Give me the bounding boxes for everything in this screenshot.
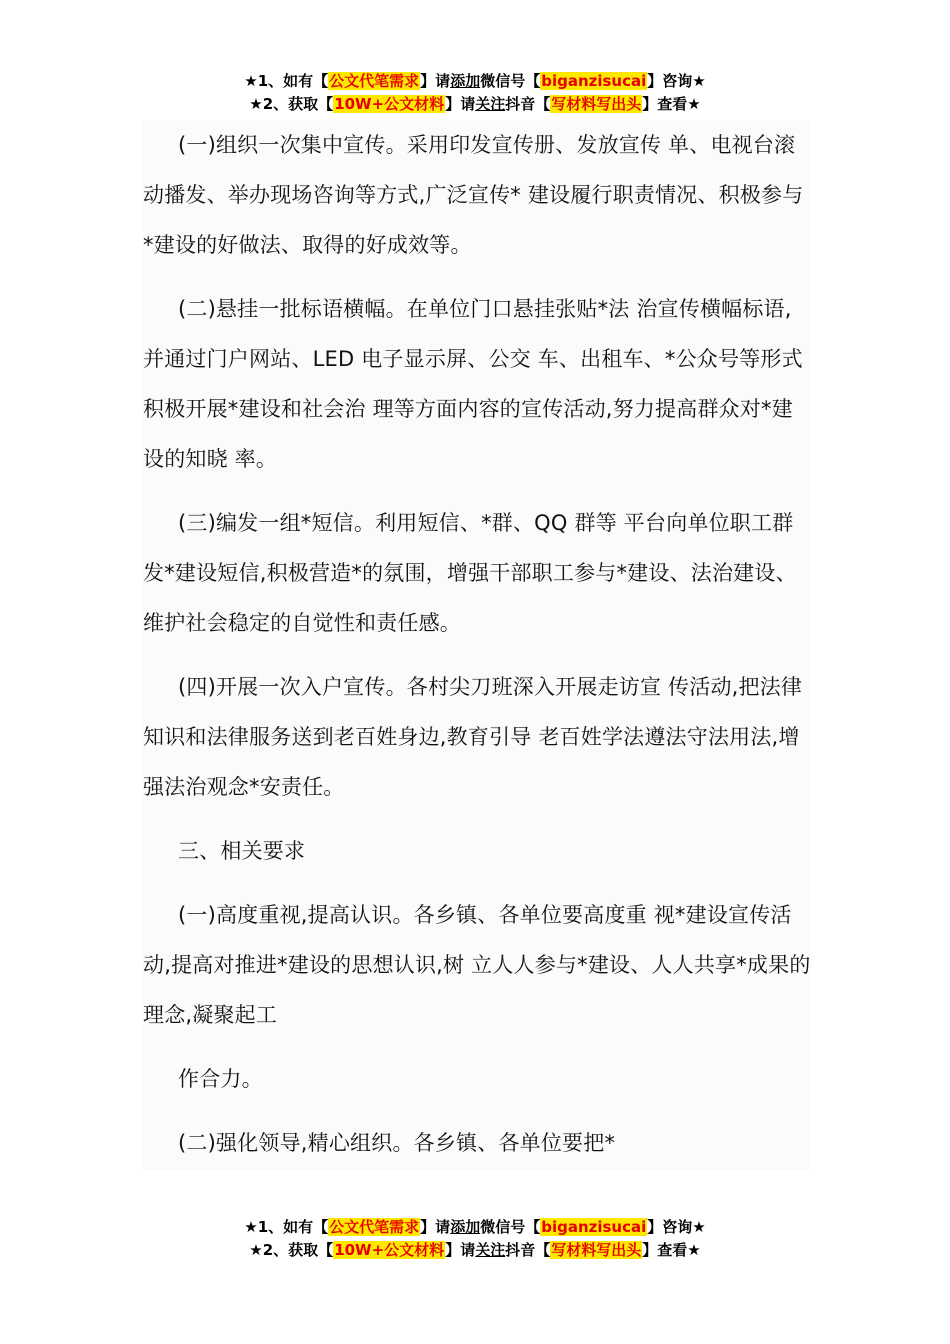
banner-text: 微信号【 bbox=[480, 72, 541, 90]
top-banner bbox=[0, 70, 950, 116]
banner-text: 关注 bbox=[475, 1241, 506, 1259]
banner-highlight: 公文代笔需求 bbox=[329, 1218, 420, 1236]
banner-highlight: 公文代笔需求 bbox=[329, 72, 420, 90]
banner-text: 】咨询★ bbox=[647, 1218, 706, 1236]
paragraph-6: 作合力。 bbox=[178, 1067, 263, 1091]
banner-highlight: 10W+公文材料 bbox=[334, 1241, 445, 1259]
banner-line-2 bbox=[0, 93, 950, 116]
banner-text: 添加 bbox=[450, 1218, 481, 1236]
paragraph-5: (一)高度重视,提高认识。各乡镇、各单位要高度重 视*建设宣传活动,提高对推进*建设的思想认识,树 立人人参与*建设、人人共享*成果的理念,凝聚起工 bbox=[143, 903, 811, 1027]
banner-line-1 bbox=[0, 1216, 950, 1239]
document-body bbox=[143, 120, 811, 1170]
paragraph-1: (一)组织一次集中宣传。采用印发宣传册、发放宣传 单、电视台滚动播发、举办现场咨询等方式,广泛宣传* 建设履行职责情况、积极参与*建设的好做法、取得的好成效等。 bbox=[143, 133, 804, 257]
section-heading: 三、相关要求 bbox=[178, 839, 306, 863]
banner-text: 】查看★ bbox=[642, 1241, 701, 1259]
banner-text: 抖音【 bbox=[505, 95, 551, 113]
banner-text: ★2、获取【 bbox=[249, 95, 334, 113]
banner-line-1 bbox=[0, 70, 950, 93]
paragraph-2: (二)悬挂一批标语横幅。在单位门口悬挂张贴*法 治宣传横幅标语,并通过门户网站、LED 电子显示屏、公交 车、出租车、*公众号等形式积极开展*建设和社会治 理等方面内容的宣传活动,努力提高群众对*建设的知晓 率。 bbox=[143, 297, 803, 471]
banner-text: 抖音【 bbox=[505, 1241, 551, 1259]
wechat-id: biganzisucai bbox=[541, 72, 647, 90]
banner-text: 微信号【 bbox=[480, 1218, 541, 1236]
douyin-account: 写材料写出头 bbox=[551, 95, 642, 113]
banner-text: ★1、如有【 bbox=[244, 72, 329, 90]
paragraph-7: (二)强化领导,精心组织。各乡镇、各单位要把* bbox=[178, 1131, 616, 1155]
banner-line-2 bbox=[0, 1239, 950, 1262]
paragraph-3: (三)编发一组*短信。利用短信、*群、QQ 群等 平台向单位职工群发*建设短信,积极营造*的氛围，增强干部职工参与*建设、法治建设、维护社会稳定的自觉性和责任感。 bbox=[143, 511, 797, 635]
banner-text: 】请 bbox=[445, 95, 476, 113]
banner-text: 】请 bbox=[420, 72, 451, 90]
douyin-account: 写材料写出头 bbox=[551, 1241, 642, 1259]
paragraph-stack bbox=[143, 120, 811, 1168]
banner-text: 】查看★ bbox=[642, 95, 701, 113]
bottom-banner bbox=[0, 1216, 950, 1262]
banner-highlight: 10W+公文材料 bbox=[334, 95, 445, 113]
banner-text: ★1、如有【 bbox=[244, 1218, 329, 1236]
banner-text: 】请 bbox=[445, 1241, 476, 1259]
wechat-id: biganzisucai bbox=[541, 1218, 647, 1236]
banner-text: 】咨询★ bbox=[647, 72, 706, 90]
banner-text: 添加 bbox=[450, 72, 481, 90]
banner-text: 关注 bbox=[475, 95, 506, 113]
paragraph-4: (四)开展一次入户宣传。各村尖刀班深入开展走访宣 传活动,把法律知识和法律服务送到老百姓身边,教育引导 老百姓学法遵法守法用法,增强法治观念*安责任。 bbox=[143, 675, 803, 799]
banner-text: 】请 bbox=[420, 1218, 451, 1236]
banner-text: ★2、获取【 bbox=[249, 1241, 334, 1259]
